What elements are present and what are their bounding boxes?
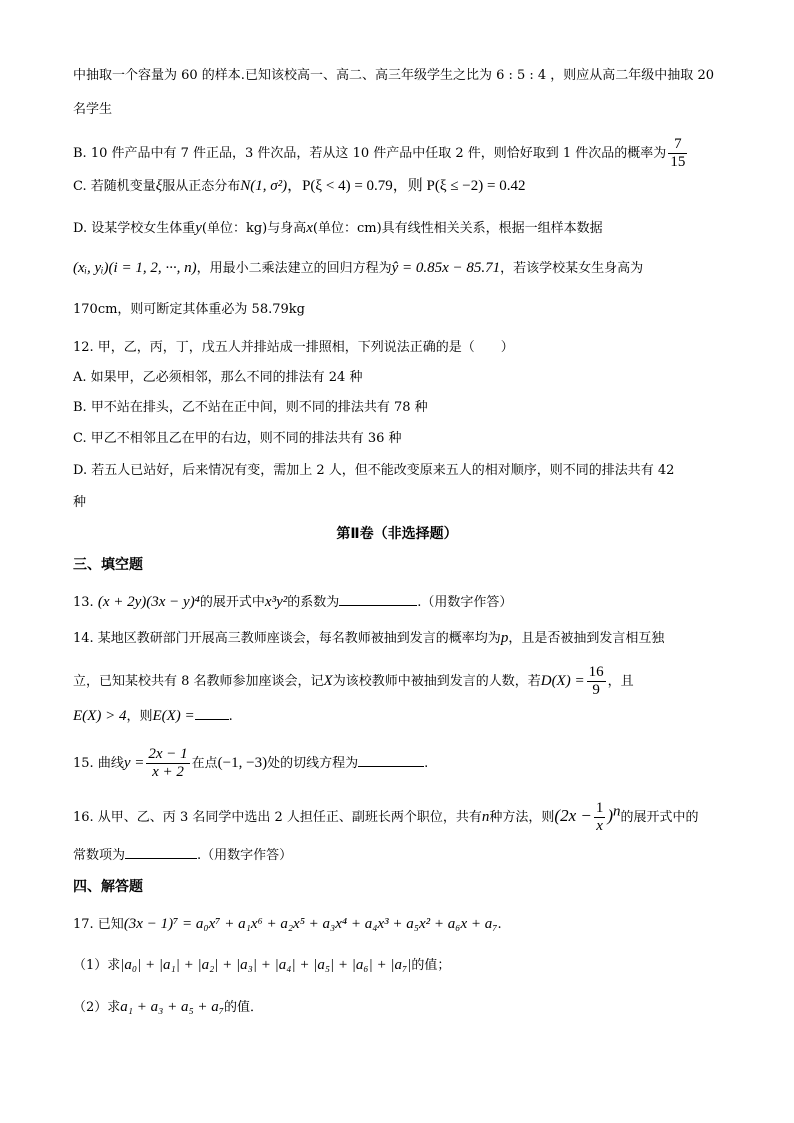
q14-line1 [73,628,664,649]
q14-variance: D(X) = [540,673,585,689]
q11-option-c-middle: 服从正态分布 [162,179,241,194]
q12-stem: 12. 甲，乙，丙，丁，戊五人并排站成一排照相，下列说法正确的是（ ） [73,340,514,355]
q17-part1-expression: |a₀| + |a₁| + |a₂| + |a₃| + |a₄| + |a₅| + |a₆| + |a₇| [120,957,412,973]
q16-text-e: .（用数字作答） [197,848,293,863]
q17-part2-text-a: （2）求 [73,1000,121,1015]
q11-option-b-fraction [668,136,687,171]
q11-option-a-end: 名学生 [73,102,113,117]
q11-option-d-line1 [73,218,603,239]
q17-stem [73,914,502,935]
q12-option-d: D. 若五人已站好，后来情况有变，需加上 2 人，但不能改变原来五人的相对顺序，则不同的排法共有 42 [73,463,675,478]
q14-text-e: ，且 [607,674,634,689]
q12-option-d-end: 种 [73,495,87,510]
fraction-denominator: 15 [670,154,686,170]
fraction-numerator: 1 [595,800,604,816]
fraction-numerator: 7 [668,136,687,154]
q14-var-p: p [500,630,509,646]
q16-line2 [73,846,292,866]
q11-option-c-normal: N(1, σ²) [240,178,288,194]
section-fill-in-title: 三、填空题 [73,557,143,573]
q11-option-d-text-c: (单位：cm)具有线性相关关系，根据一组样本数据 [312,221,603,236]
fraction-numerator: 16 [588,664,604,680]
q13-expression: (x + 2y)(3x − y)⁴ [97,594,200,610]
q11-option-d-line2 [73,258,643,279]
q15-y: y = [123,755,145,771]
q15 [73,746,428,781]
q17-text-a: 17. 已知 [73,917,124,932]
q11-option-b [73,136,689,171]
q17-part1-text-b: 的值； [411,958,451,973]
q16-expr-b: ) [607,806,614,825]
q15-text-c: 处的切线方程为 [267,756,359,771]
q14-condition: E(X) > 4 [73,708,127,724]
q15-fraction [146,746,189,781]
q16-text-b: 种方法，则 [489,810,555,825]
q17-part1 [73,955,450,976]
q11-option-c [73,176,525,197]
q14-text-f: ，则 [126,709,153,724]
part-two-title: 第Ⅱ卷（非选择题） [336,526,458,542]
q16-exponent: n [613,803,621,820]
q16-expr-a: (2x − [554,806,592,825]
q14-answer-blank[interactable] [195,707,229,720]
q11-option-d-text-b: (单位：kg)与身高 [201,221,307,236]
q16-text-a: 16. 从甲、乙、丙 3 名同学中选出 2 人担任正、副班长两个职位，共有 [73,810,482,825]
q16-var-n: n [481,809,490,825]
q11-option-c-prefix: C. 若随机变量 [73,179,156,194]
q16-text-c: 的展开式中的 [620,810,699,825]
q16-answer-blank[interactable] [125,846,197,859]
q14-expectation: E(X) = [152,708,195,724]
q13-text-c: .（用数字作答） [417,595,513,610]
q15-text-a: 曲线 [97,756,124,771]
q11-option-d-sample: (xᵢ, yᵢ)(i = 1, 2, ···, n) [73,260,197,276]
q17-part2-text-b: 的值． [224,1000,264,1015]
q12-option-b: B. 甲不站在排头，乙不站在正中间，则不同的排法共有 78 种 [73,400,428,415]
q11-option-d-line3: 170cm，则可断定其体重必为 58.79kg [73,302,305,317]
q12-option-a: A. 如果甲，乙必须相邻，那么不同的排法有 24 种 [73,370,363,385]
fraction-denominator: x + 2 [152,764,184,780]
q15-point: (−1, −3) [217,755,268,771]
q13-text-a: 的展开式中 [199,595,265,610]
fraction-denominator: x [596,818,603,834]
q17-part1-text-a: （1）求 [73,958,121,973]
q11-option-d-regression: ŷ = 0.85x − 85.71 [391,260,501,276]
q16-text-d: 常数项为 [73,848,126,863]
q13-number: 13. [73,595,94,610]
q17-part2-expression: a₁ + a₃ + a₅ + a₇ [120,999,225,1015]
section-solution-title: 四、解答题 [73,879,143,895]
q12-option-c: C. 甲乙不相邻且乙在甲的右边，则不同的排法共有 36 种 [73,431,402,446]
fraction-denominator: 9 [592,682,600,698]
q14-text-g: . [228,709,233,724]
q13 [73,592,512,613]
q14-text-c: 立，已知某校共有 8 名教师参加座谈会，记 [73,674,324,689]
q14-line2 [73,664,634,699]
q17-equation: (3x − 1)⁷ = a₀x⁷ + a₁x⁶ + a₂x⁵ + a₃x⁴ + a₄x³ + a₅x² + a₆x + a₇ [123,916,498,932]
q13-term: x³y² [264,594,288,610]
q13-text-b: 的系数为 [287,595,340,610]
q14-text-b: ，且是否被抽到发言相互独 [508,631,665,646]
q17-text-b: . [497,917,502,932]
q15-answer-blank[interactable] [358,754,424,767]
q11-option-d-var-x: x [306,220,313,236]
q14-fraction [587,664,606,699]
q11-option-d-var-y: y [195,220,202,236]
q11-option-c-p1: ，P(ξ < 4) = 0.79 [287,178,393,194]
q15-number: 15. [73,756,94,771]
q11-option-d-text-d: ，用最小二乘法建立的回归方程为 [196,261,392,276]
q11-option-d-text-a: D. 设某学校女生体重 [73,221,196,236]
q14-text-a: 14. 某地区教研部门开展高三教师座谈会，每名教师被抽到发言的概率均为 [73,631,501,646]
q14-text-d: 为该校教师中被抽到发言的人数，若 [332,674,541,689]
q13-answer-blank[interactable] [339,593,417,606]
q17-part2 [73,997,263,1018]
q16-line1 [73,800,699,835]
fraction-numerator: 2x − 1 [148,746,188,762]
q11-option-d-text-e: ，若该学校某女生身高为 [500,261,644,276]
q14-line3 [73,706,233,727]
q11-option-c-p2: ，则 P(ξ ≤ −2) = 0.42 [392,178,526,194]
q15-text-d: . [424,756,429,771]
q11-option-b-text: B. 10 件产品中有 7 件正品，3 件次品，若从这 10 件产品中任取 2 件，则恰好取到 1 件次品的概率为 [73,146,667,161]
q16-fraction [594,800,606,835]
q14-var-x: X [323,673,333,689]
q11-option-a-continuation: 中抽取一个容量为 60 的样本.已知该校高一、高二、高三年级学生之比为 6 : 5 : 4 ，则应从高二年级中抽取 20 [73,68,714,83]
q15-text-b: 在点 [191,756,218,771]
q11-option-c-xi: ξ [155,178,163,194]
